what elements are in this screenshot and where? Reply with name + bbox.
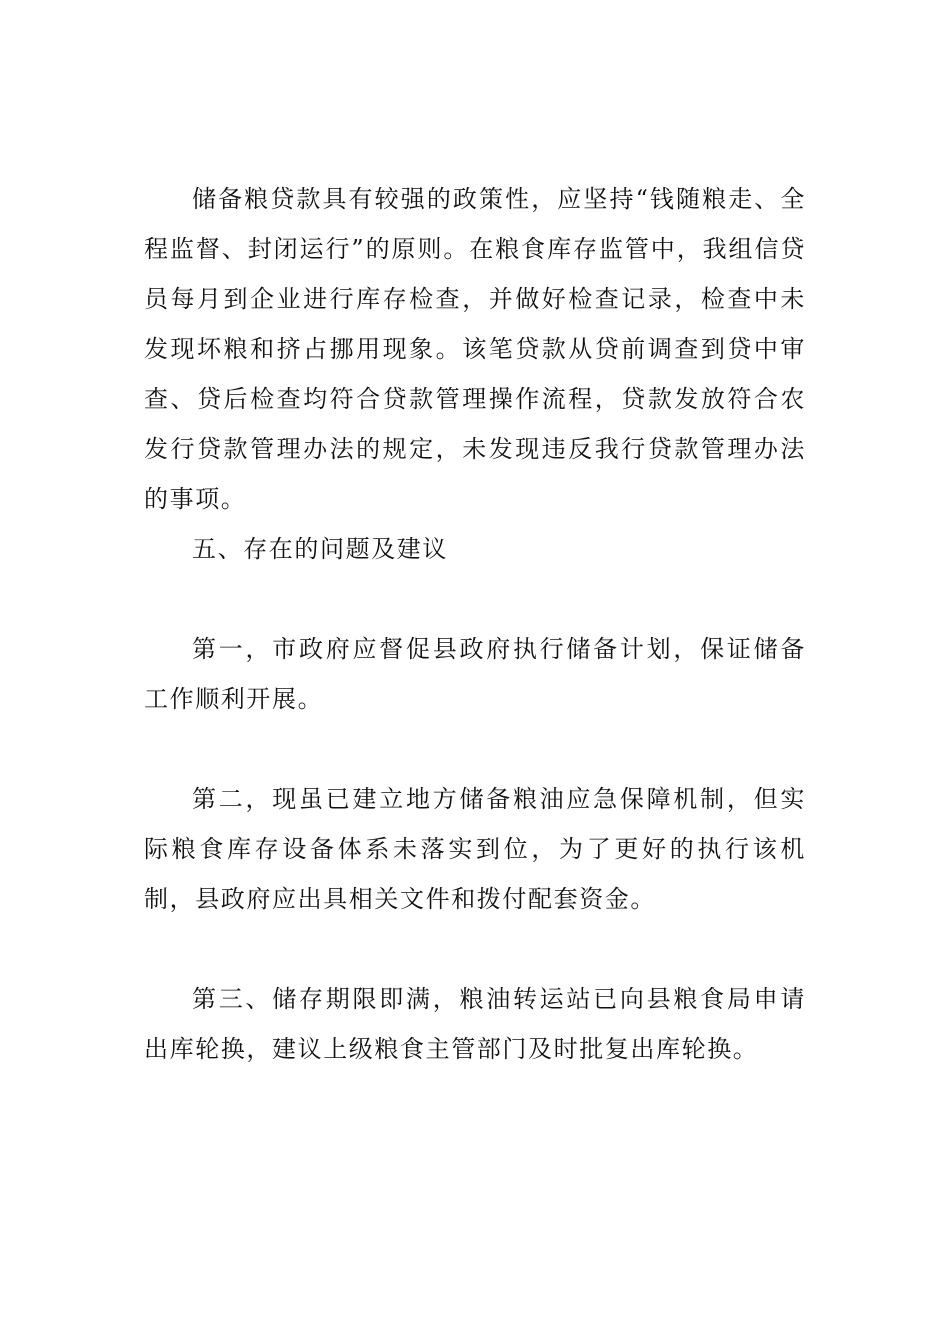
section-heading-problems-suggestions: 五、存在的问题及建议 [192,535,448,563]
paragraph-loan-supervision: 储备粮贷款具有较强的政策性，应坚持“钱随粮走、全程监督、封闭运行”的原则。在粮食库存监管中，我组信贷员每月到企业进行库存检查，并做好检查记录，检查中未发现坏粮和挤占挪用现象。该笔贷款从贷前调查到贷中审查、贷后检查均符合贷款管理操作流程，贷款发放符合农发行贷款管理办法的规定，未发现违反我行贷款管理办法的事项。 [144,185,806,513]
paragraph-suggestion-3: 第三、储存期限即满，粮油转运站已向县粮食局申请出库轮换，建议上级粮食主管部门及时批复出库轮换。 [144,985,806,1063]
paragraph-suggestion-1: 第一，市政府应督促县政府执行储备计划，保证储备工作顺利开展。 [144,635,806,713]
paragraph-suggestion-2: 第二，现虽已建立地方储备粮油应急保障机制，但实际粮食库存设备体系未落实到位，为了更好的执行该机制，县政府应出具相关文件和拨付配套资金。 [144,785,806,913]
